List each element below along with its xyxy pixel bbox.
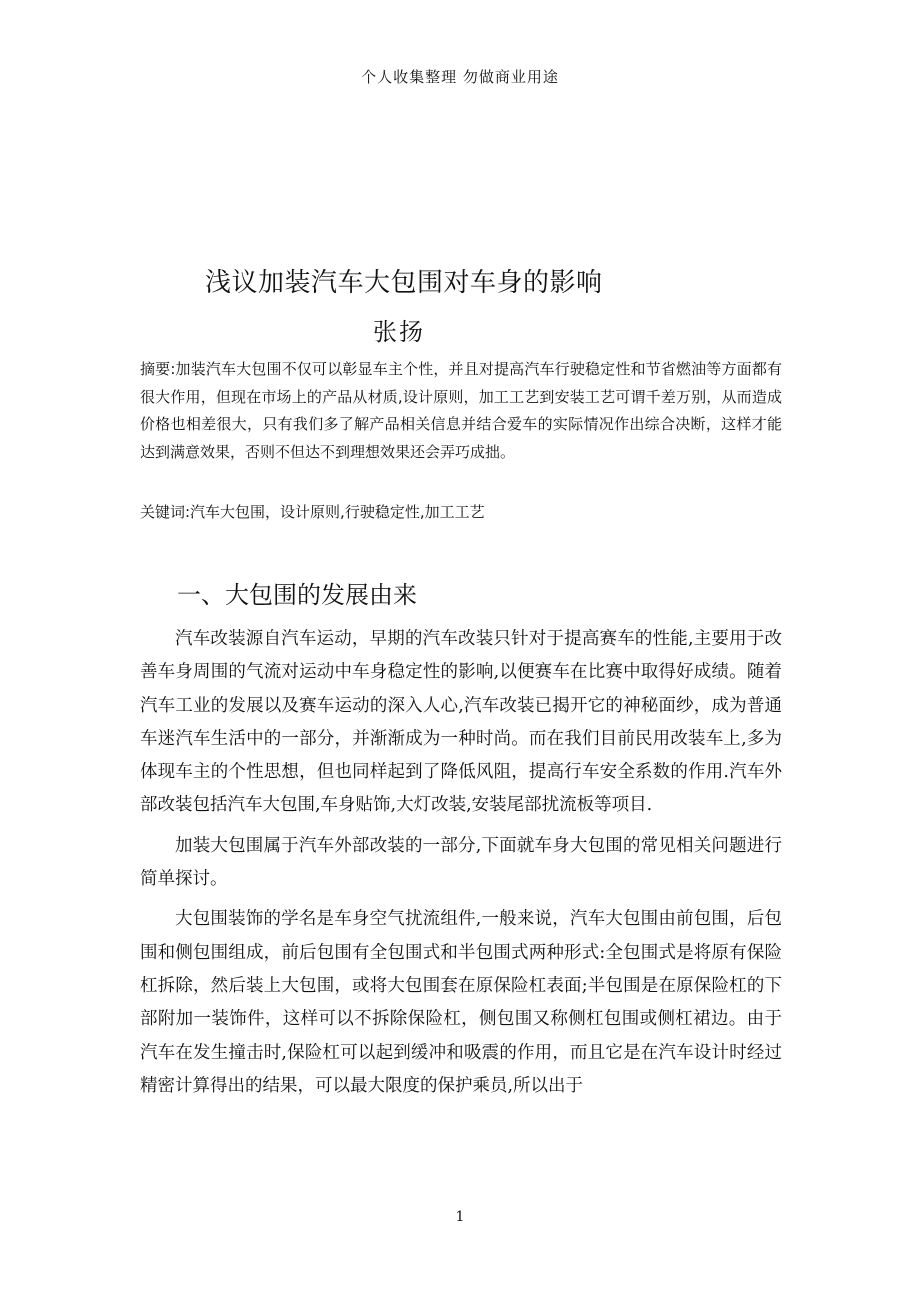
document-title: 浅议加装汽车大包围对车身的影响 <box>205 268 603 298</box>
body-text <box>140 623 782 1110</box>
body-paragraph: 汽车改装源自汽车运动，早期的汽车改装只针对于提高赛车的性能,主要用于改善车身周围的气流对运动中车身稳定性的影响,以便赛车在比赛中取得好成绩。随着汽车工业的发展以及赛车运动的深入人心,汽车改装已揭开它的神秘面纱，成为普通车迷汽车生活中的一部分，并渐渐成为一种时尚。而在我们目前民用改装车上,多为体现车主的个性思想，但也同样起到了降低风阻，提高行车安全系数的作用.汽车外部改装包括汽车大包围,车身贴饰,大灯改装,安装尾部扰流板等项目. <box>140 629 782 816</box>
section-heading: 一、大包围的发展由来 <box>177 581 417 609</box>
document-author: 张扬 <box>373 318 425 346</box>
abstract-paragraph: 摘要:加装汽车大包围不仅可以彰显车主个性，并且对提高汽车行驶稳定性和节省燃油等方面都有很大作用，但现在市场上的产品从材质,设计原则，加工工艺到安装工艺可谓千差万别，从而造成价格也相差很大，只有我们多了解产品相关信息并结合爱车的实际情况作出综合决断，这样才能达到满意效果，否则不但达不到理想效果还会弄巧成拙。 <box>140 360 782 461</box>
body-paragraph: 加装大包围属于汽车外部改装的一部分,下面就车身大包围的常见相关问题进行简单探讨。 <box>140 835 782 890</box>
keywords-line: 关键词:汽车大包围，设计原则,行驶稳定性,加工工艺 <box>140 503 485 521</box>
page-number: 1 <box>455 1209 465 1225</box>
page-header: 个人收集整理 勿做商业用途 <box>361 68 559 86</box>
body-paragraph: 大包围装饰的学名是车身空气扰流组件,一般来说，汽车大包围由前包围，后包围和侧包围组成，前后包围有全包围式和半包围式两种形式:全包围式是将原有保险杠拆除，然后装上大包围，或将大包围套在原保险杠表面;半包围是在原保险杠的下部附加一装饰件，这样可以不拆除保险杠，侧包围又称侧杠包围或侧杠裙边。由于汽车在发生撞击时,保险杠可以起到缓冲和吸震的作用，而且它是在汽车设计时经过精密计算得出的结果，可以最大限度的保护乘员,所以出于 <box>140 909 782 1096</box>
